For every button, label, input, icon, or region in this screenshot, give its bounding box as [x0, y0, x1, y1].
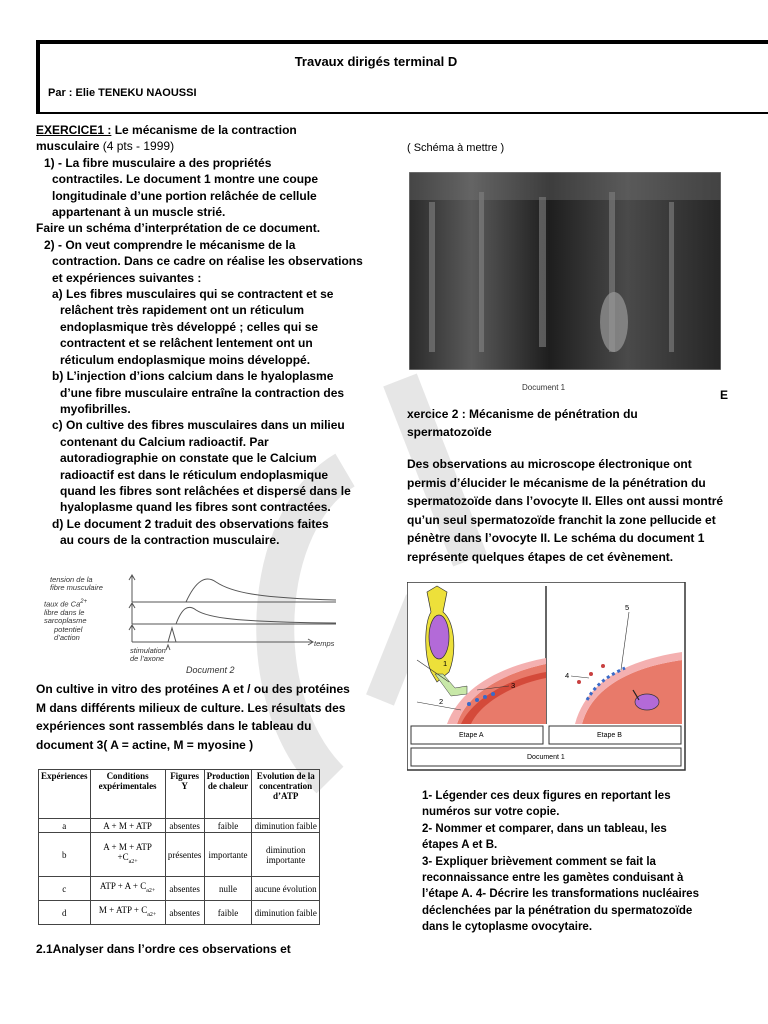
label-stimulation: stimulation de l’axone — [130, 646, 166, 663]
q1-line: contractiles. Le document 1 montre une coupe — [52, 172, 319, 187]
item-line: contenant du Calcium radioactif. Par — [60, 434, 269, 449]
question-line: reconnaissance entre les gamètes conduisant à — [422, 872, 684, 885]
table-header: Conditions expérimentales — [90, 770, 165, 819]
label-potential: potentiel d’action — [54, 625, 83, 642]
item-line: c) On cultive des fibres musculaires dans un milieu — [52, 418, 345, 433]
text-line: qu’un seul spermatozoïde franchit la zone pellucide et — [407, 512, 716, 527]
ex1-points: (4 pts - 1999) — [99, 139, 175, 154]
label-tension: tension de la fibre musculaire — [50, 575, 103, 592]
item-line: autoradiographie on constate que le Calcium — [60, 451, 317, 466]
tension-curve — [132, 579, 336, 602]
text-line: représente quelques étapes de cet évènement. — [407, 549, 674, 564]
q1-task: Faire un schéma d’interprétation de ce document. — [36, 221, 321, 236]
exercise2-initial: E — [720, 388, 729, 402]
q2-block — [36, 237, 366, 286]
table-header-row — [39, 770, 320, 819]
item-line: d’une fibre musculaire entraîne la contraction des — [60, 385, 345, 400]
text-line: Des observations au microscope électronique ont — [407, 457, 692, 471]
ex1-title-line2: musculaire — [36, 139, 100, 154]
micrograph-photo — [409, 172, 721, 370]
item-d — [36, 516, 366, 549]
page-title: Travaux dirigés terminal D — [294, 54, 458, 69]
question-line: déclenchées par la pénétration du spermatozoïde — [422, 904, 693, 917]
q2-line: 2) - On veut comprendre le mécanisme de la — [44, 237, 296, 252]
q1-block — [36, 155, 366, 221]
item-line: d) Le document 2 traduit des observations faites — [52, 516, 329, 531]
item-b — [36, 368, 366, 417]
text-line: M dans différents milieux de culture. Les résultats des — [36, 700, 346, 715]
text-line: On cultive in vitro des protéines A et / ou des protéines — [36, 682, 350, 696]
exercise2-body — [407, 455, 732, 566]
item-line: au cours de la contraction musculaire. — [60, 533, 280, 548]
schema-note: ( Schéma à mettre ) — [407, 142, 505, 154]
label-1: 1 — [443, 659, 448, 668]
q1-line: appartenant à un muscle strié. — [52, 205, 226, 220]
q2-line: contraction. Dans ce cadre on réalise les observations — [52, 254, 363, 269]
item-line: b) L’injection d’ions calcium dans le hyaloplasme — [52, 369, 334, 384]
text-line: permis d’élucider le mécanisme de la pénétration du — [407, 475, 706, 490]
item-line: myofibrilles. — [60, 401, 131, 416]
label-calcium: taux de $Ca^{2+}$ libre dans le sarcoplasme — [44, 599, 88, 625]
question-line: 3- Expliquer brièvement comment se fait la — [422, 855, 656, 868]
text-line: spermatozoïde dans l’ovocyte II. Elles ont aussi montré — [407, 494, 724, 508]
item-line: quand les fibres sont relâchées et dispersé dans le — [60, 483, 351, 498]
item-c — [36, 417, 366, 515]
item-line: a) Les fibres musculaires qui se contractent et se — [52, 287, 334, 302]
exercise1-text — [36, 122, 366, 549]
ex1-label: EXERCICE1 : — [36, 123, 112, 137]
table-row: b A + M + ATP $+C_{a2+}$ présentes importante diminution importante — [39, 833, 320, 877]
exercise2-questions — [422, 788, 712, 936]
label-3: 3 — [511, 681, 516, 690]
calcium-curve — [132, 607, 336, 624]
question-line: l’étape A. 4- Décrire les transformations nucléaires — [422, 888, 699, 901]
photo-caption: Document 1 — [522, 383, 566, 392]
document3-table — [38, 769, 320, 925]
text-line: document 3( A = actine, M = myosine ) — [36, 737, 254, 752]
document2-caption: Document 2 — [186, 665, 235, 675]
document1-diagram — [407, 582, 687, 772]
item-line: radioactif est dans le réticulum endoplasmique — [60, 467, 329, 482]
document1-caption: Document 1 — [527, 754, 565, 761]
table-header: Expériences — [39, 770, 91, 819]
q1-line: 1) - La fibre musculaire a des propriétés — [44, 155, 272, 170]
text-line: expériences sont rassemblés dans le tableau du — [36, 719, 312, 733]
label-5: 5 — [625, 603, 630, 612]
exercise2-title: xercice 2 : Mécanisme de pénétration du spermatozoïde — [407, 407, 638, 439]
table-row: c ATP + $A + C_{a2+}$ absentes nulle aucune évolution — [39, 877, 320, 901]
fertilization-svg — [407, 582, 687, 772]
document2-graph — [36, 570, 346, 678]
question-line: dans le cytoplasme ovocytaire. — [422, 921, 593, 934]
question-line: numéros sur votre copie. — [422, 806, 560, 819]
question-line: étapes A et B. — [422, 839, 498, 852]
item-a — [36, 286, 366, 368]
item-line: contractent et se relâchent lentement ont un — [60, 336, 313, 351]
ex1-title: Le mécanisme de la contraction — [111, 123, 297, 137]
item-line: réticulum endoplasmique moins développé. — [60, 352, 311, 367]
label-4: 4 — [565, 671, 570, 680]
item-line: endoplasmique très développé ; celles qui se — [60, 319, 319, 334]
table-row: a A + M + ATP absentes faible diminution faible — [39, 819, 320, 833]
table-header: Figures Y — [165, 770, 204, 819]
question-line: 1- Légender ces deux figures en reportant les — [422, 790, 671, 802]
q2-line: et expériences suivantes : — [52, 270, 202, 285]
ex1-part3 — [36, 680, 366, 754]
table-header: Evolution de la concentration d’ATP — [252, 770, 320, 819]
action-potential-curve — [132, 628, 312, 642]
label-time: temps — [314, 639, 335, 648]
table-row: d M + ATP + $C_{a2+}$ absentes faible diminution faible — [39, 901, 320, 925]
stage-b-label: Etape B — [597, 732, 622, 739]
q1-line: longitudinale d’une portion relâchée de cellule — [52, 188, 317, 203]
stage-a-label: Etape A — [459, 732, 484, 739]
label-2: 2 — [439, 697, 444, 706]
text-line: pénètre dans l’ovocyte II. Le schéma du document 1 — [407, 531, 705, 545]
header-box — [36, 40, 768, 114]
item-line: hyaloplasme quand les fibres sont contractées. — [60, 500, 331, 515]
author-line: Par : Elie TENEKU NAOUSSI — [48, 87, 197, 99]
item-line: relâchent très rapidement ont un réticulum — [60, 303, 305, 318]
question-2-1: 2.1Analyser dans l’ordre ces observations et — [36, 942, 291, 956]
table-header: Production de chaleur — [204, 770, 252, 819]
question-line: 2- Nommer et comparer, dans un tableau, les — [422, 822, 667, 835]
